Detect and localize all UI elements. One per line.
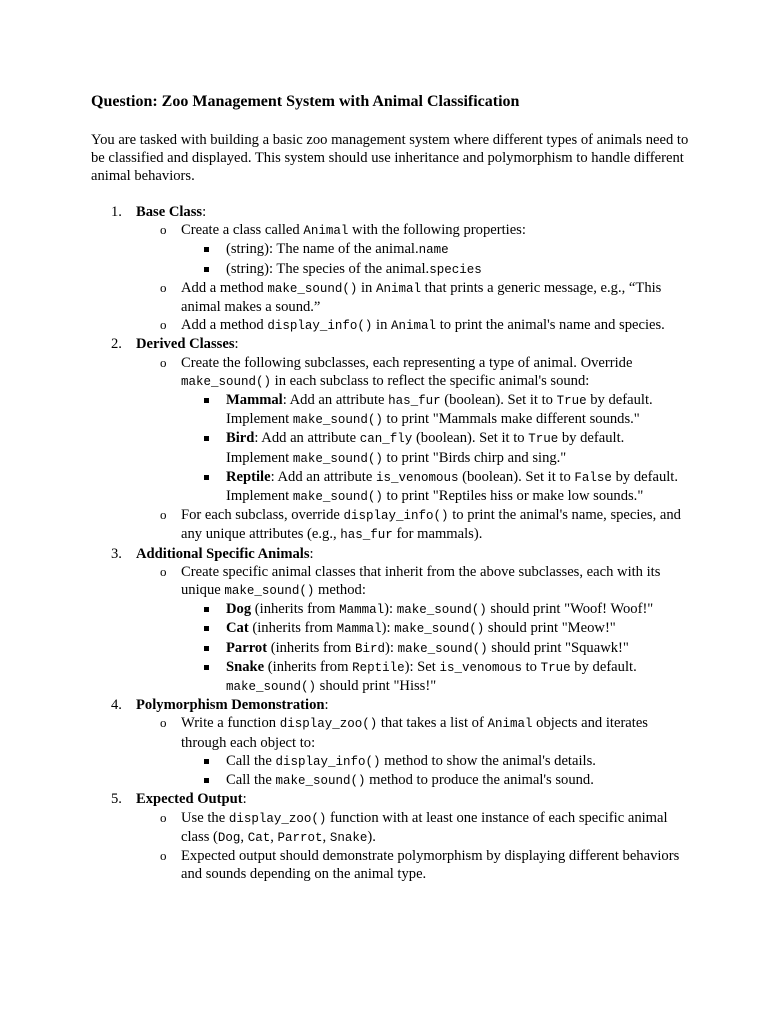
square-bullet-icon — [204, 626, 209, 631]
text-segment: ): — [385, 639, 398, 656]
code-snippet: make_sound() — [292, 451, 383, 466]
item-heading-label: Base Class — [136, 204, 203, 220]
code-snippet: Dog — [217, 830, 241, 845]
code-snippet: Animal — [303, 224, 349, 239]
code-snippet: False — [574, 470, 612, 485]
code-snippet: make_sound() — [394, 622, 485, 637]
sub-item-text — [181, 279, 691, 316]
bold-term: Dog — [226, 601, 252, 618]
text-segment: by default. — [570, 658, 637, 675]
text-segment: : Add an attribute — [270, 468, 376, 485]
text-segment: (inherits from — [267, 639, 356, 656]
code-snippet: make_sound() — [397, 641, 488, 656]
code-snippet: is_venomous — [439, 660, 522, 675]
text-segment: ). — [367, 828, 376, 845]
text-segment: method: — [314, 582, 366, 599]
sub-sub-item-text — [226, 658, 691, 696]
code-snippet: True — [556, 394, 587, 409]
circle-bullet: o — [160, 715, 167, 731]
text-segment: , — [240, 828, 248, 845]
text-segment: Expected output should demonstrate polymorphism by displaying different behaviors and sounds depending on the animal type. — [181, 847, 680, 883]
heading-colon: : — [234, 336, 239, 353]
sub-sub-item — [136, 752, 691, 771]
sub-item — [136, 563, 691, 600]
text-segment: to print the animal's name and species. — [436, 317, 665, 334]
code-snippet: Mammal — [336, 622, 382, 637]
text-segment: in each subclass to reflect the specific animal's sound: — [271, 372, 590, 389]
code-snippet: Animal — [376, 281, 422, 296]
item-heading — [136, 203, 691, 221]
page-title: Question: Zoo Management System with Animal Classification — [91, 93, 520, 110]
code-snippet: make_sound() — [224, 584, 315, 599]
code-snippet: display_info() — [267, 319, 373, 334]
bold-term: Cat — [226, 620, 249, 637]
text-segment: Use the — [181, 809, 229, 826]
text-segment: method to produce the animal's sound. — [365, 772, 594, 789]
text-segment: in — [357, 279, 377, 296]
code-snippet: Reptile — [352, 660, 405, 675]
sub-item-text — [181, 221, 691, 240]
code-snippet: species — [429, 262, 482, 277]
text-segment: method to show the animal's details. — [380, 752, 596, 769]
list-item — [91, 790, 691, 883]
sub-sub-item-text — [226, 771, 691, 790]
sub-sub-item — [136, 639, 691, 658]
code-snippet: make_sound() — [292, 490, 383, 505]
text-segment: by default. Implement — [226, 430, 625, 466]
list-number: 4. — [111, 697, 122, 714]
text-segment: , — [270, 828, 278, 845]
code-snippet: make_sound() — [275, 774, 366, 789]
sub-sub-item-text — [226, 260, 691, 279]
sub-item — [136, 354, 691, 391]
text-segment: to print "Mammals make different sounds." — [382, 411, 640, 428]
item-heading — [136, 696, 691, 714]
item-heading — [136, 790, 691, 808]
text-segment: (boolean). Set it to — [440, 392, 557, 409]
sub-item — [136, 316, 691, 335]
heading-colon: : — [309, 545, 314, 562]
text-segment: Call the — [226, 772, 276, 789]
intro-paragraph: You are tasked with building a basic zoo management system where different types of animals need to be classified and displayed. This system should use inheritance and polymorphism to handle different animal behaviors. — [91, 132, 689, 185]
text-segment: Add a method — [181, 317, 268, 334]
circle-bullet: o — [160, 279, 167, 295]
list-item — [91, 696, 691, 790]
code-snippet: Cat — [247, 830, 271, 845]
sub-item — [136, 714, 691, 751]
sub-item — [136, 279, 691, 316]
sub-item — [136, 809, 691, 847]
text-segment: (inherits from — [251, 601, 340, 618]
list-number: 1. — [111, 204, 122, 220]
text-segment: ): — [384, 601, 397, 618]
text-segment: in — [372, 317, 392, 334]
text-segment: by default. Implement — [226, 392, 653, 428]
item-heading-label: Expected Output — [136, 791, 243, 808]
code-snippet: Bird — [355, 641, 386, 656]
sub-sub-item — [136, 260, 691, 279]
text-segment: , — [322, 828, 330, 845]
code-snippet: make_sound() — [181, 374, 272, 389]
code-snippet: name — [418, 243, 449, 258]
code-snippet: make_sound() — [396, 603, 487, 618]
text-segment: to print "Reptiles hiss or make low sounds." — [382, 488, 644, 505]
text-segment: by default. Implement — [226, 468, 678, 505]
sub-sub-item-text — [226, 619, 691, 638]
sub-item-text — [181, 809, 691, 847]
heading-colon: : — [202, 204, 207, 220]
text-segment: that prints a generic message, e.g., “This animal makes a sound.” — [181, 279, 662, 316]
code-snippet: display_zoo() — [228, 811, 327, 826]
sub-sub-item — [136, 658, 691, 696]
item-heading-label: Derived Classes — [136, 336, 235, 353]
code-snippet: Snake — [329, 830, 368, 845]
code-snippet: can_fly — [359, 432, 413, 447]
text-segment: (inherits from — [248, 620, 337, 637]
list-number: 5. — [111, 791, 122, 808]
sub-sub-item — [136, 391, 691, 429]
bold-term: Bird — [226, 430, 255, 447]
code-snippet: True — [528, 432, 559, 447]
circle-bullet: o — [160, 317, 167, 333]
circle-bullet: o — [160, 809, 167, 825]
circle-bullet: o — [160, 354, 167, 370]
text-segment: objects and iterates through each object to: — [181, 715, 648, 751]
bold-term: Snake — [226, 658, 265, 675]
square-bullet-icon — [204, 475, 209, 480]
sub-sub-item — [136, 468, 691, 506]
sub-sub-item-text — [226, 391, 691, 429]
text-segment: (inherits from — [264, 658, 353, 675]
heading-colon: : — [242, 791, 247, 808]
code-snippet: has_fur — [388, 394, 441, 409]
sub-sub-item-text — [226, 639, 691, 658]
heading-colon: : — [324, 697, 329, 714]
sub-sub-item — [136, 240, 691, 259]
square-bullet-icon — [204, 665, 209, 670]
code-snippet: Animal — [487, 717, 533, 732]
text-segment: : Add an attribute — [282, 392, 389, 409]
item-heading-label: Additional Specific Animals — [136, 545, 310, 562]
code-snippet: make_sound() — [226, 680, 317, 695]
text-segment: (string): The name of the animal. — [226, 241, 419, 258]
text-segment: Create the following subclasses, each representing a type of animal. Override — [181, 354, 633, 371]
text-segment: ): Set — [404, 658, 440, 675]
text-segment: Call the — [226, 752, 276, 769]
sub-sub-item-text — [226, 240, 691, 259]
sub-item-text — [181, 847, 691, 883]
sub-item-text — [181, 506, 691, 544]
item-heading — [136, 545, 691, 563]
text-segment: Add a method — [181, 279, 268, 296]
square-bullet-icon — [204, 778, 209, 783]
item-heading — [136, 335, 691, 353]
text-segment: with the following properties: — [348, 222, 526, 239]
circle-bullet: o — [160, 222, 167, 238]
text-segment: (boolean). Set it to — [458, 468, 575, 485]
circle-bullet: o — [160, 847, 167, 863]
list-number: 3. — [111, 545, 122, 562]
text-segment: (boolean). Set it to — [412, 430, 529, 447]
text-segment: should print "Woof! Woof!" — [486, 601, 654, 618]
text-segment: to print "Birds chirp and sing." — [382, 449, 567, 466]
code-snippet: True — [540, 660, 571, 675]
code-snippet: has_fur — [340, 528, 393, 543]
code-snippet: Parrot — [277, 830, 323, 845]
text-segment: that takes a list of — [377, 715, 488, 732]
sub-item-text — [181, 316, 691, 335]
sub-item — [136, 221, 691, 240]
list-item — [91, 335, 691, 544]
square-bullet-icon — [204, 436, 209, 441]
text-segment: ): — [381, 620, 395, 637]
text-segment: (string): The species of the animal. — [226, 260, 430, 277]
sub-sub-item-text — [226, 600, 691, 619]
sub-sub-item-text — [226, 429, 691, 467]
sub-sub-item — [136, 619, 691, 638]
list-item — [91, 545, 691, 697]
text-segment: should print "Squawk!" — [487, 639, 629, 656]
sub-item — [136, 506, 691, 544]
square-bullet-icon — [204, 398, 209, 403]
text-segment: should print "Hiss!" — [316, 678, 437, 695]
square-bullet-icon — [204, 267, 209, 272]
list-item — [91, 203, 691, 335]
circle-bullet: o — [160, 563, 167, 579]
text-segment: : Add an attribute — [254, 430, 360, 447]
sub-sub-item — [136, 600, 691, 619]
item-heading-label: Polymorphism Demonstration — [136, 697, 325, 714]
code-snippet: display_zoo() — [279, 717, 378, 732]
sub-item-text — [181, 354, 691, 391]
sub-item-text — [181, 714, 691, 751]
text-segment: For each subclass, override — [181, 507, 344, 524]
text-segment: to — [521, 658, 541, 675]
text-segment: Write a function — [181, 715, 280, 732]
text-segment: function with at least one instance of each specific animal class ( — [181, 809, 668, 845]
sub-sub-item — [136, 429, 691, 467]
sub-sub-item-text — [226, 468, 691, 506]
text-segment: Create specific animal classes that inherit from the above subclasses, each with its unique — [181, 563, 661, 599]
square-bullet-icon — [204, 646, 209, 651]
square-bullet-icon — [204, 759, 209, 764]
bold-term: Reptile — [226, 468, 271, 485]
code-snippet: is_venomous — [375, 470, 459, 485]
code-snippet: Mammal — [339, 603, 385, 618]
circle-bullet: o — [160, 507, 167, 523]
bold-term: Mammal — [226, 392, 283, 409]
code-snippet: Animal — [391, 319, 437, 334]
text-segment: to print the animal's name, species, and any unique attributes (e.g., — [181, 507, 681, 543]
code-snippet: make_sound() — [292, 413, 383, 428]
code-snippet: display_info() — [343, 509, 449, 524]
numbered-list — [91, 203, 691, 883]
sub-sub-item — [136, 771, 691, 790]
sub-item-text — [181, 563, 691, 600]
code-snippet: make_sound() — [267, 281, 358, 296]
bold-term: Parrot — [226, 639, 268, 656]
square-bullet-icon — [204, 607, 209, 612]
list-number: 2. — [111, 336, 122, 353]
text-segment: should print "Meow!" — [484, 620, 616, 637]
sub-sub-item-text — [226, 752, 691, 771]
sub-item — [136, 847, 691, 883]
code-snippet: display_info() — [275, 754, 381, 769]
text-segment: Create a class called — [181, 222, 304, 239]
text-segment: for mammals). — [392, 526, 483, 543]
square-bullet-icon — [204, 247, 209, 252]
